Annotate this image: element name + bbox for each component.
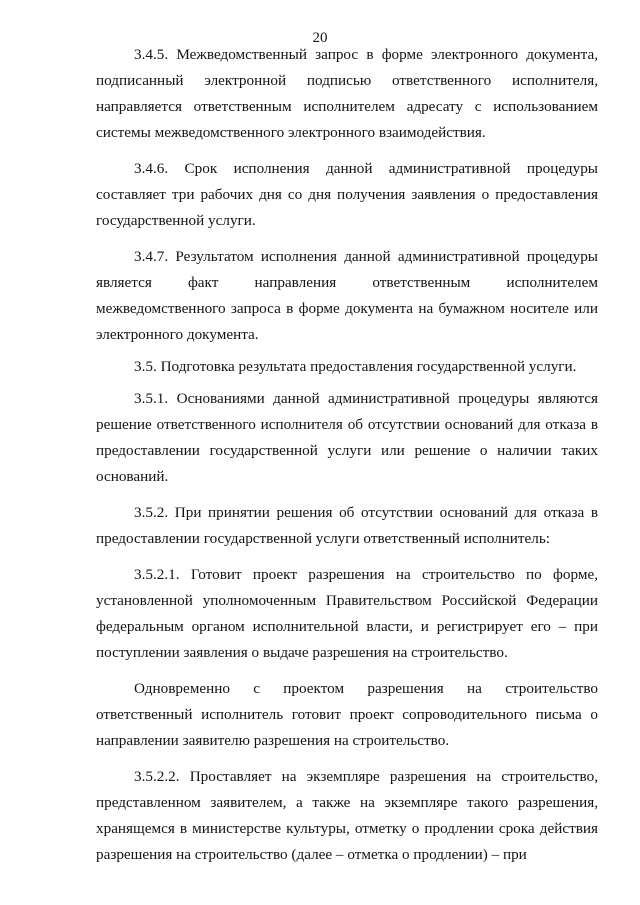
paragraph-3-4-5: 3.4.5. Межведомственный запрос в форме электронного документа, подписанный электронной подписью ответственного исполнителя, направляется ответственным исполнителем адресату с использованием системы межведомственного электронного взаимодействия. bbox=[96, 46, 598, 141]
section-heading-3-5: 3.5. Подготовка результата предоставления государственной услуги. bbox=[134, 358, 577, 375]
paragraph-3-5-2-1: 3.5.2.1. Готовит проект разрешения на строительство по форме, установленной уполномоченным Правительством Российской Федерации федеральным органом исполнительной власти, и регистрирует его – при поступлении заявления о выдаче разрешения на строительство. bbox=[96, 566, 598, 661]
paragraph-3-5-2: 3.5.2. При принятии решения об отсутствии оснований для отказа в предоставлении государственной услуги ответственный исполнитель: bbox=[96, 504, 598, 547]
paragraph-3-4-7: 3.4.7. Результатом исполнения данной административной процедуры является факт направления ответственным исполнителем межведомственного запроса в форме документа на бумажном носителе или электронного документа. bbox=[96, 248, 598, 343]
document-body bbox=[96, 42, 598, 878]
page-number: 20 bbox=[312, 30, 328, 46]
paragraph-simultaneously: Одновременно с проектом разрешения на строительство ответственный исполнитель готовит проект сопроводительного письма о направлении заявителю разрешения на строительство. bbox=[96, 680, 598, 749]
paragraph-3-5-2-2: 3.5.2.2. Проставляет на экземпляре разрешения на строительство, представленном заявителем, а также на экземпляре такого разрешения, хранящемся в министерстве культуры, отметку о продлении срока действия разрешения на строительство (далее – отметка о продлении) – при bbox=[96, 768, 598, 863]
paragraph-3-4-6: 3.4.6. Срок исполнения данной административной процедуры составляет три рабочих дня со дня получения заявления о предоставления государственной услуги. bbox=[96, 160, 598, 229]
paragraph-3-5-1: 3.5.1. Основаниями данной административной процедуры являются решение ответственного исполнителя об отсутствии оснований для отказа в предоставлении государственной услуги или решение о наличии таких оснований. bbox=[96, 390, 598, 485]
